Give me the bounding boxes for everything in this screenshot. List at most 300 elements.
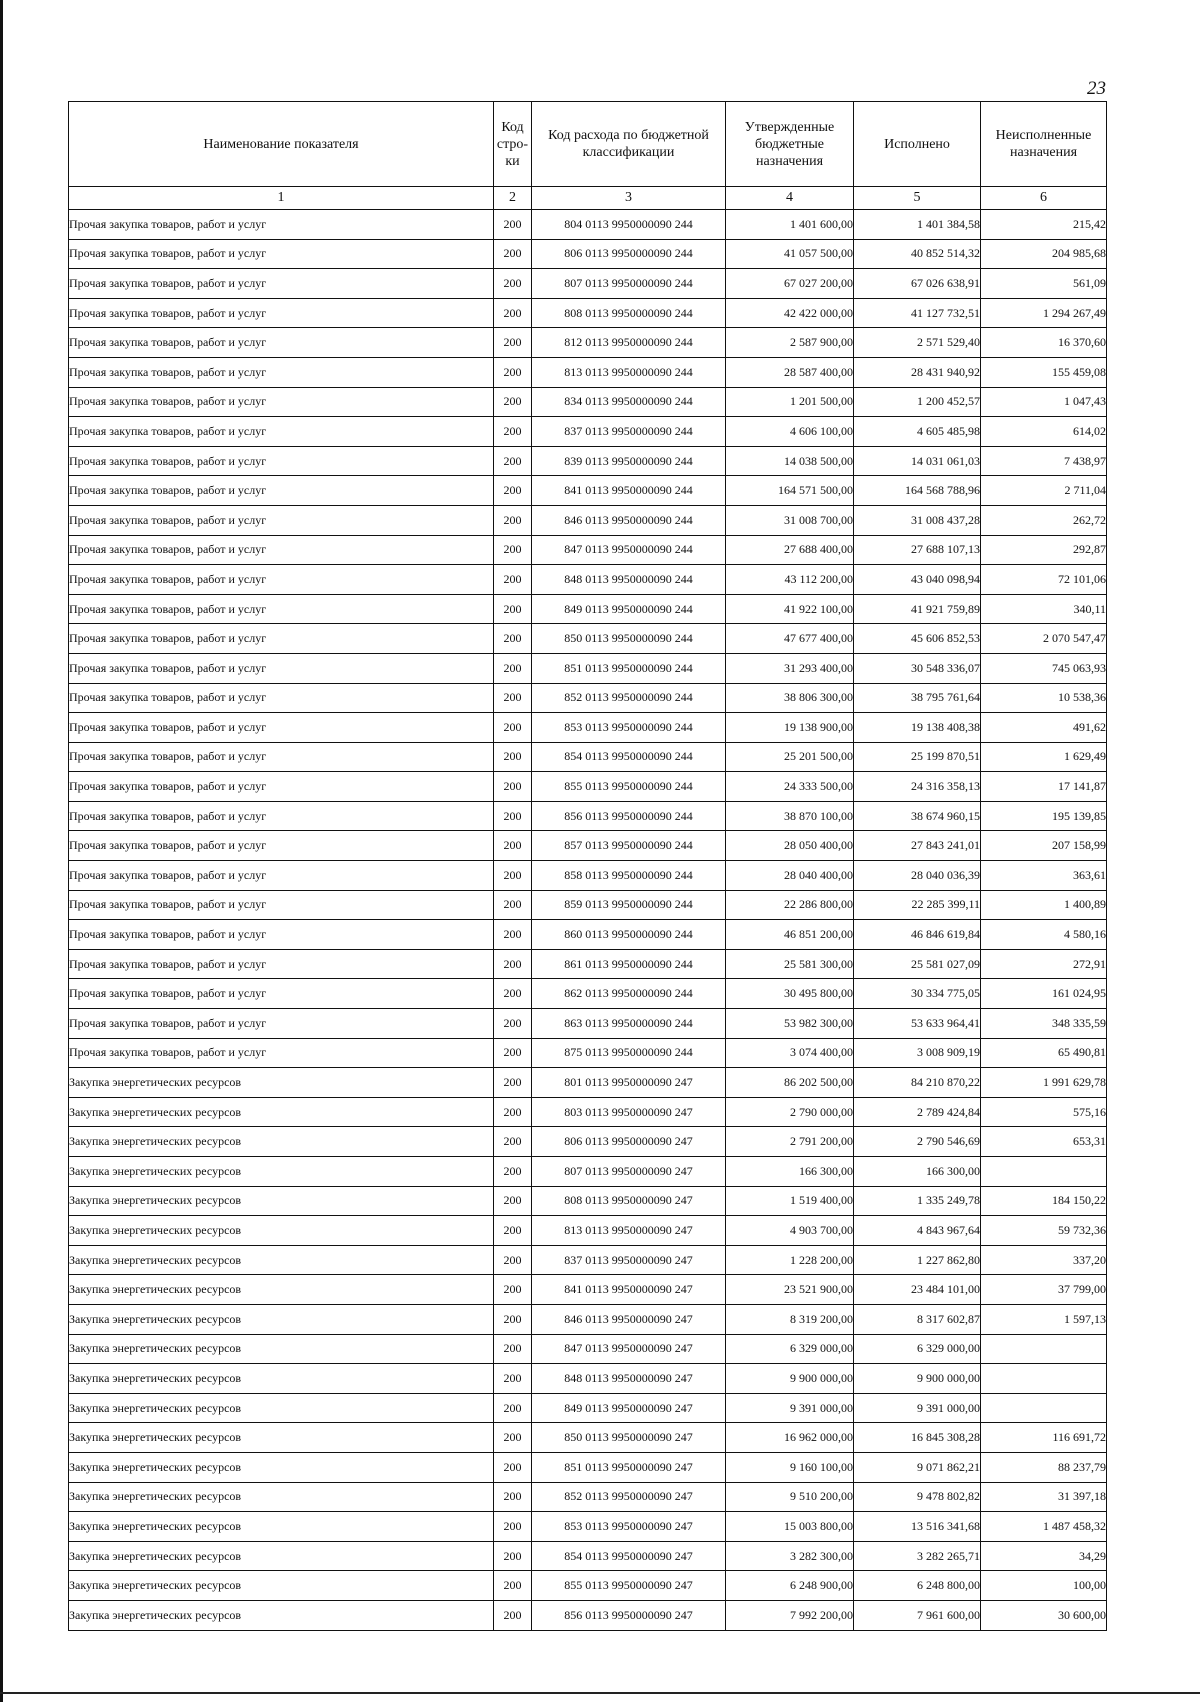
table-row [69,949,1107,979]
table-row [69,683,1107,713]
expense-code-cell: 847 0113 9950000090 244 [532,535,726,565]
expense-code-cell: 808 0113 9950000090 244 [532,298,726,328]
approved-amount-cell: 30 495 800,00 [726,979,854,1009]
line-code-cell: 200 [494,861,532,891]
indicator-name-cell: Прочая закупка товаров, работ и услуг [69,801,494,831]
executed-amount-cell: 43 040 098,94 [854,565,981,595]
approved-amount-cell: 86 202 500,00 [726,1068,854,1098]
executed-amount-cell: 3 008 909,19 [854,1038,981,1068]
expense-code-cell: 862 0113 9950000090 244 [532,979,726,1009]
expense-code-cell: 837 0113 9950000090 247 [532,1245,726,1275]
approved-amount-cell: 28 050 400,00 [726,831,854,861]
expense-code-cell: 854 0113 9950000090 247 [532,1541,726,1571]
expense-code-cell: 834 0113 9950000090 244 [532,387,726,417]
executed-amount-cell: 22 285 399,11 [854,890,981,920]
table-row [69,1304,1107,1334]
table-row [69,1127,1107,1157]
indicator-name-cell: Прочая закупка товаров, работ и услуг [69,387,494,417]
scan-left-border [0,0,3,1702]
unexecuted-amount-cell: 65 490,81 [981,1038,1107,1068]
table-row [69,624,1107,654]
executed-amount-cell: 45 606 852,53 [854,624,981,654]
indicator-name-cell: Прочая закупка товаров, работ и услуг [69,713,494,743]
executed-amount-cell: 38 674 960,15 [854,801,981,831]
line-code-cell: 200 [494,1038,532,1068]
header-indicator-name: Наименование показателя [69,102,494,187]
table-row [69,801,1107,831]
unexecuted-amount-cell: 31 397,18 [981,1482,1107,1512]
indicator-name-cell: Прочая закупка товаров, работ и услуг [69,624,494,654]
unexecuted-amount-cell: 2 711,04 [981,476,1107,506]
approved-amount-cell: 15 003 800,00 [726,1512,854,1542]
line-code-cell: 200 [494,1275,532,1305]
approved-amount-cell: 1 228 200,00 [726,1245,854,1275]
expense-code-cell: 803 0113 9950000090 247 [532,1097,726,1127]
indicator-name-cell: Прочая закупка товаров, работ и услуг [69,239,494,269]
executed-amount-cell: 46 846 619,84 [854,920,981,950]
expense-code-cell: 813 0113 9950000090 244 [532,357,726,387]
page-number: 23 [1087,78,1106,99]
executed-amount-cell: 9 071 862,21 [854,1452,981,1482]
header-executed: Исполнено [854,102,981,187]
unexecuted-amount-cell: 100,00 [981,1571,1107,1601]
line-code-cell: 200 [494,417,532,447]
expense-code-cell: 806 0113 9950000090 247 [532,1127,726,1157]
indicator-name-cell: Закупка энергетических ресурсов [69,1512,494,1542]
expense-code-cell: 850 0113 9950000090 247 [532,1423,726,1453]
indicator-name-cell: Прочая закупка товаров, работ и услуг [69,269,494,299]
indicator-name-cell: Прочая закупка товаров, работ и услуг [69,742,494,772]
expense-code-cell: 848 0113 9950000090 247 [532,1364,726,1394]
column-number: 4 [726,187,854,210]
approved-amount-cell: 46 851 200,00 [726,920,854,950]
unexecuted-amount-cell: 116 691,72 [981,1423,1107,1453]
indicator-name-cell: Прочая закупка товаров, работ и услуг [69,979,494,1009]
line-code-cell: 200 [494,624,532,654]
indicator-name-cell: Закупка энергетических ресурсов [69,1186,494,1216]
expense-code-cell: 841 0113 9950000090 247 [532,1275,726,1305]
line-code-cell: 200 [494,801,532,831]
line-code-cell: 200 [494,535,532,565]
table-row [69,713,1107,743]
expense-code-cell: 852 0113 9950000090 247 [532,1482,726,1512]
executed-amount-cell: 30 548 336,07 [854,653,981,683]
scan-bottom-border [0,1692,1200,1694]
expense-code-cell: 851 0113 9950000090 247 [532,1452,726,1482]
indicator-name-cell: Прочая закупка товаров, работ и услуг [69,446,494,476]
indicator-name-cell: Прочая закупка товаров, работ и услуг [69,328,494,358]
approved-amount-cell: 9 510 200,00 [726,1482,854,1512]
expense-code-cell: 859 0113 9950000090 244 [532,890,726,920]
indicator-name-cell: Закупка энергетических ресурсов [69,1571,494,1601]
approved-amount-cell: 1 401 600,00 [726,210,854,240]
expense-code-cell: 861 0113 9950000090 244 [532,949,726,979]
table-row [69,1068,1107,1098]
unexecuted-amount-cell [981,1334,1107,1364]
executed-amount-cell: 13 516 341,68 [854,1512,981,1542]
executed-amount-cell: 1 227 862,80 [854,1245,981,1275]
table-row [69,979,1107,1009]
unexecuted-amount-cell: 7 438,97 [981,446,1107,476]
table-row [69,298,1107,328]
indicator-name-cell: Прочая закупка товаров, работ и услуг [69,417,494,447]
executed-amount-cell: 2 571 529,40 [854,328,981,358]
unexecuted-amount-cell: 348 335,59 [981,1009,1107,1039]
unexecuted-amount-cell: 34,29 [981,1541,1107,1571]
expense-code-cell: 804 0113 9950000090 244 [532,210,726,240]
executed-amount-cell: 4 605 485,98 [854,417,981,447]
table-row [69,1157,1107,1187]
column-number: 5 [854,187,981,210]
expense-code-cell: 849 0113 9950000090 244 [532,594,726,624]
line-code-cell: 200 [494,772,532,802]
unexecuted-amount-cell: 561,09 [981,269,1107,299]
line-code-cell: 200 [494,357,532,387]
indicator-name-cell: Закупка энергетических ресурсов [69,1127,494,1157]
unexecuted-amount-cell: 37 799,00 [981,1275,1107,1305]
expense-code-cell: 808 0113 9950000090 247 [532,1186,726,1216]
approved-amount-cell: 9 900 000,00 [726,1364,854,1394]
line-code-cell: 200 [494,1245,532,1275]
indicator-name-cell: Прочая закупка товаров, работ и услуг [69,831,494,861]
table-row [69,1600,1107,1630]
unexecuted-amount-cell: 88 237,79 [981,1452,1107,1482]
budget-execution-table [68,101,1107,1631]
unexecuted-amount-cell: 195 139,85 [981,801,1107,831]
unexecuted-amount-cell: 30 600,00 [981,1600,1107,1630]
approved-amount-cell: 31 293 400,00 [726,653,854,683]
approved-amount-cell: 14 038 500,00 [726,446,854,476]
executed-amount-cell: 2 789 424,84 [854,1097,981,1127]
unexecuted-amount-cell: 363,61 [981,861,1107,891]
executed-amount-cell: 41 921 759,89 [854,594,981,624]
unexecuted-amount-cell [981,1364,1107,1394]
approved-amount-cell: 7 992 200,00 [726,1600,854,1630]
indicator-name-cell: Закупка энергетических ресурсов [69,1275,494,1305]
header-line-code: Код стро-ки [494,102,532,187]
expense-code-cell: 850 0113 9950000090 244 [532,624,726,654]
unexecuted-amount-cell: 2 070 547,47 [981,624,1107,654]
line-code-cell: 200 [494,1216,532,1246]
executed-amount-cell: 19 138 408,38 [854,713,981,743]
expense-code-cell: 855 0113 9950000090 247 [532,1571,726,1601]
expense-code-cell: 857 0113 9950000090 244 [532,831,726,861]
approved-amount-cell: 38 806 300,00 [726,683,854,713]
table-row [69,387,1107,417]
table-row [69,1245,1107,1275]
unexecuted-amount-cell: 337,20 [981,1245,1107,1275]
executed-amount-cell: 28 040 036,39 [854,861,981,891]
approved-amount-cell: 53 982 300,00 [726,1009,854,1039]
unexecuted-amount-cell: 1 991 629,78 [981,1068,1107,1098]
column-number: 6 [981,187,1107,210]
unexecuted-amount-cell: 1 597,13 [981,1304,1107,1334]
unexecuted-amount-cell: 745 063,93 [981,653,1107,683]
approved-amount-cell: 25 201 500,00 [726,742,854,772]
indicator-name-cell: Прочая закупка товаров, работ и услуг [69,535,494,565]
unexecuted-amount-cell: 292,87 [981,535,1107,565]
line-code-cell: 200 [494,1009,532,1039]
indicator-name-cell: Прочая закупка товаров, работ и услуг [69,653,494,683]
indicator-name-cell: Закупка энергетических ресурсов [69,1097,494,1127]
indicator-name-cell: Прочая закупка товаров, работ и услуг [69,565,494,595]
indicator-name-cell: Закупка энергетических ресурсов [69,1393,494,1423]
executed-amount-cell: 3 282 265,71 [854,1541,981,1571]
line-code-cell: 200 [494,1186,532,1216]
indicator-name-cell: Прочая закупка товаров, работ и услуг [69,357,494,387]
unexecuted-amount-cell: 340,11 [981,594,1107,624]
expense-code-cell: 846 0113 9950000090 244 [532,505,726,535]
indicator-name-cell: Прочая закупка товаров, работ и услуг [69,210,494,240]
table-row [69,357,1107,387]
column-number-row [69,187,1107,210]
line-code-cell: 200 [494,239,532,269]
unexecuted-amount-cell: 4 580,16 [981,920,1107,950]
header-approved: Утвержденные бюджетные назначения [726,102,854,187]
expense-code-cell: 813 0113 9950000090 247 [532,1216,726,1246]
approved-amount-cell: 1 201 500,00 [726,387,854,417]
unexecuted-amount-cell: 1 400,89 [981,890,1107,920]
table-body [69,210,1107,1631]
unexecuted-amount-cell: 1 629,49 [981,742,1107,772]
line-code-cell: 200 [494,713,532,743]
expense-code-cell: 806 0113 9950000090 244 [532,239,726,269]
executed-amount-cell: 6 248 800,00 [854,1571,981,1601]
executed-amount-cell: 41 127 732,51 [854,298,981,328]
approved-amount-cell: 41 922 100,00 [726,594,854,624]
table-row [69,417,1107,447]
line-code-cell: 200 [494,653,532,683]
line-code-cell: 200 [494,1127,532,1157]
indicator-name-cell: Закупка энергетических ресурсов [69,1482,494,1512]
table-row [69,239,1107,269]
executed-amount-cell: 31 008 437,28 [854,505,981,535]
unexecuted-amount-cell: 614,02 [981,417,1107,447]
indicator-name-cell: Закупка энергетических ресурсов [69,1157,494,1187]
approved-amount-cell: 42 422 000,00 [726,298,854,328]
executed-amount-cell: 27 688 107,13 [854,535,981,565]
table-row [69,476,1107,506]
indicator-name-cell: Прочая закупка товаров, работ и услуг [69,476,494,506]
unexecuted-amount-cell: 215,42 [981,210,1107,240]
expense-code-cell: 807 0113 9950000090 244 [532,269,726,299]
executed-amount-cell: 53 633 964,41 [854,1009,981,1039]
executed-amount-cell: 9 391 000,00 [854,1393,981,1423]
expense-code-cell: 807 0113 9950000090 247 [532,1157,726,1187]
table-row [69,1009,1107,1039]
expense-code-cell: 841 0113 9950000090 244 [532,476,726,506]
approved-amount-cell: 27 688 400,00 [726,535,854,565]
line-code-cell: 200 [494,949,532,979]
table-row [69,742,1107,772]
line-code-cell: 200 [494,1571,532,1601]
expense-code-cell: 851 0113 9950000090 244 [532,653,726,683]
approved-amount-cell: 24 333 500,00 [726,772,854,802]
line-code-cell: 200 [494,1364,532,1394]
table-row [69,890,1107,920]
approved-amount-cell: 2 587 900,00 [726,328,854,358]
line-code-cell: 200 [494,1423,532,1453]
line-code-cell: 200 [494,979,532,1009]
unexecuted-amount-cell: 184 150,22 [981,1186,1107,1216]
indicator-name-cell: Прочая закупка товаров, работ и услуг [69,594,494,624]
table-row [69,1364,1107,1394]
executed-amount-cell: 84 210 870,22 [854,1068,981,1098]
indicator-name-cell: Закупка энергетических ресурсов [69,1600,494,1630]
table-row [69,861,1107,891]
table-row [69,653,1107,683]
executed-amount-cell: 164 568 788,96 [854,476,981,506]
unexecuted-amount-cell: 1 294 267,49 [981,298,1107,328]
unexecuted-amount-cell: 262,72 [981,505,1107,535]
unexecuted-amount-cell: 653,31 [981,1127,1107,1157]
table-row [69,210,1107,240]
line-code-cell: 200 [494,1393,532,1423]
expense-code-cell: 856 0113 9950000090 247 [532,1600,726,1630]
approved-amount-cell: 4 903 700,00 [726,1216,854,1246]
indicator-name-cell: Закупка энергетических ресурсов [69,1423,494,1453]
line-code-cell: 200 [494,890,532,920]
table-row [69,1334,1107,1364]
approved-amount-cell: 38 870 100,00 [726,801,854,831]
line-code-cell: 200 [494,446,532,476]
indicator-name-cell: Прочая закупка товаров, работ и услуг [69,949,494,979]
executed-amount-cell: 4 843 967,64 [854,1216,981,1246]
approved-amount-cell: 6 248 900,00 [726,1571,854,1601]
executed-amount-cell: 40 852 514,32 [854,239,981,269]
line-code-cell: 200 [494,565,532,595]
unexecuted-amount-cell [981,1393,1107,1423]
table-row [69,1275,1107,1305]
indicator-name-cell: Прочая закупка товаров, работ и услуг [69,1038,494,1068]
unexecuted-amount-cell: 204 985,68 [981,239,1107,269]
approved-amount-cell: 28 587 400,00 [726,357,854,387]
line-code-cell: 200 [494,1068,532,1098]
line-code-cell: 200 [494,387,532,417]
approved-amount-cell: 2 791 200,00 [726,1127,854,1157]
approved-amount-cell: 47 677 400,00 [726,624,854,654]
table-row [69,1512,1107,1542]
table-row [69,1216,1107,1246]
unexecuted-amount-cell: 10 538,36 [981,683,1107,713]
unexecuted-amount-cell: 161 024,95 [981,979,1107,1009]
executed-amount-cell: 2 790 546,69 [854,1127,981,1157]
indicator-name-cell: Прочая закупка товаров, работ и услуг [69,298,494,328]
approved-amount-cell: 23 521 900,00 [726,1275,854,1305]
header-expense-code: Код расхода по бюджетной классификации [532,102,726,187]
approved-amount-cell: 16 962 000,00 [726,1423,854,1453]
executed-amount-cell: 1 401 384,58 [854,210,981,240]
table-row [69,328,1107,358]
table-row [69,1186,1107,1216]
executed-amount-cell: 38 795 761,64 [854,683,981,713]
line-code-cell: 200 [494,594,532,624]
approved-amount-cell: 6 329 000,00 [726,1334,854,1364]
expense-code-cell: 863 0113 9950000090 244 [532,1009,726,1039]
line-code-cell: 200 [494,505,532,535]
unexecuted-amount-cell: 17 141,87 [981,772,1107,802]
approved-amount-cell: 166 300,00 [726,1157,854,1187]
approved-amount-cell: 25 581 300,00 [726,949,854,979]
executed-amount-cell: 25 199 870,51 [854,742,981,772]
line-code-cell: 200 [494,742,532,772]
indicator-name-cell: Прочая закупка товаров, работ и услуг [69,920,494,950]
indicator-name-cell: Закупка энергетических ресурсов [69,1216,494,1246]
line-code-cell: 200 [494,1452,532,1482]
line-code-cell: 200 [494,1097,532,1127]
line-code-cell: 200 [494,1541,532,1571]
indicator-name-cell: Прочая закупка товаров, работ и услуг [69,861,494,891]
expense-code-cell: 875 0113 9950000090 244 [532,1038,726,1068]
expense-code-cell: 837 0113 9950000090 244 [532,417,726,447]
approved-amount-cell: 9 160 100,00 [726,1452,854,1482]
indicator-name-cell: Закупка энергетических ресурсов [69,1541,494,1571]
approved-amount-cell: 4 606 100,00 [726,417,854,447]
executed-amount-cell: 6 329 000,00 [854,1334,981,1364]
approved-amount-cell: 8 319 200,00 [726,1304,854,1334]
line-code-cell: 200 [494,1334,532,1364]
line-code-cell: 200 [494,298,532,328]
expense-code-cell: 801 0113 9950000090 247 [532,1068,726,1098]
column-number: 1 [69,187,494,210]
expense-code-cell: 853 0113 9950000090 244 [532,713,726,743]
approved-amount-cell: 31 008 700,00 [726,505,854,535]
unexecuted-amount-cell [981,1157,1107,1187]
indicator-name-cell: Закупка энергетических ресурсов [69,1245,494,1275]
executed-amount-cell: 27 843 241,01 [854,831,981,861]
executed-amount-cell: 24 316 358,13 [854,772,981,802]
expense-code-cell: 847 0113 9950000090 247 [532,1334,726,1364]
expense-code-cell: 855 0113 9950000090 244 [532,772,726,802]
executed-amount-cell: 30 334 775,05 [854,979,981,1009]
expense-code-cell: 839 0113 9950000090 244 [532,446,726,476]
expense-code-cell: 854 0113 9950000090 244 [532,742,726,772]
expense-code-cell: 858 0113 9950000090 244 [532,861,726,891]
unexecuted-amount-cell: 1 487 458,32 [981,1512,1107,1542]
table-row [69,831,1107,861]
approved-amount-cell: 43 112 200,00 [726,565,854,595]
line-code-cell: 200 [494,269,532,299]
indicator-name-cell: Прочая закупка товаров, работ и услуг [69,683,494,713]
table-row [69,446,1107,476]
approved-amount-cell: 3 074 400,00 [726,1038,854,1068]
expense-code-cell: 848 0113 9950000090 244 [532,565,726,595]
table-row [69,1097,1107,1127]
unexecuted-amount-cell: 72 101,06 [981,565,1107,595]
approved-amount-cell: 9 391 000,00 [726,1393,854,1423]
indicator-name-cell: Прочая закупка товаров, работ и услуг [69,890,494,920]
approved-amount-cell: 2 790 000,00 [726,1097,854,1127]
approved-amount-cell: 22 286 800,00 [726,890,854,920]
table-row [69,565,1107,595]
line-code-cell: 200 [494,1482,532,1512]
table-row [69,535,1107,565]
unexecuted-amount-cell: 16 370,60 [981,328,1107,358]
executed-amount-cell: 1 200 452,57 [854,387,981,417]
table-row [69,1571,1107,1601]
approved-amount-cell: 164 571 500,00 [726,476,854,506]
unexecuted-amount-cell: 59 732,36 [981,1216,1107,1246]
indicator-name-cell: Прочая закупка товаров, работ и услуг [69,772,494,802]
column-number: 2 [494,187,532,210]
unexecuted-amount-cell: 1 047,43 [981,387,1107,417]
header-unexecuted: Неисполненные назначения [981,102,1107,187]
table-row [69,594,1107,624]
indicator-name-cell: Прочая закупка товаров, работ и услуг [69,1009,494,1039]
unexecuted-amount-cell: 575,16 [981,1097,1107,1127]
indicator-name-cell: Закупка энергетических ресурсов [69,1364,494,1394]
executed-amount-cell: 9 900 000,00 [854,1364,981,1394]
